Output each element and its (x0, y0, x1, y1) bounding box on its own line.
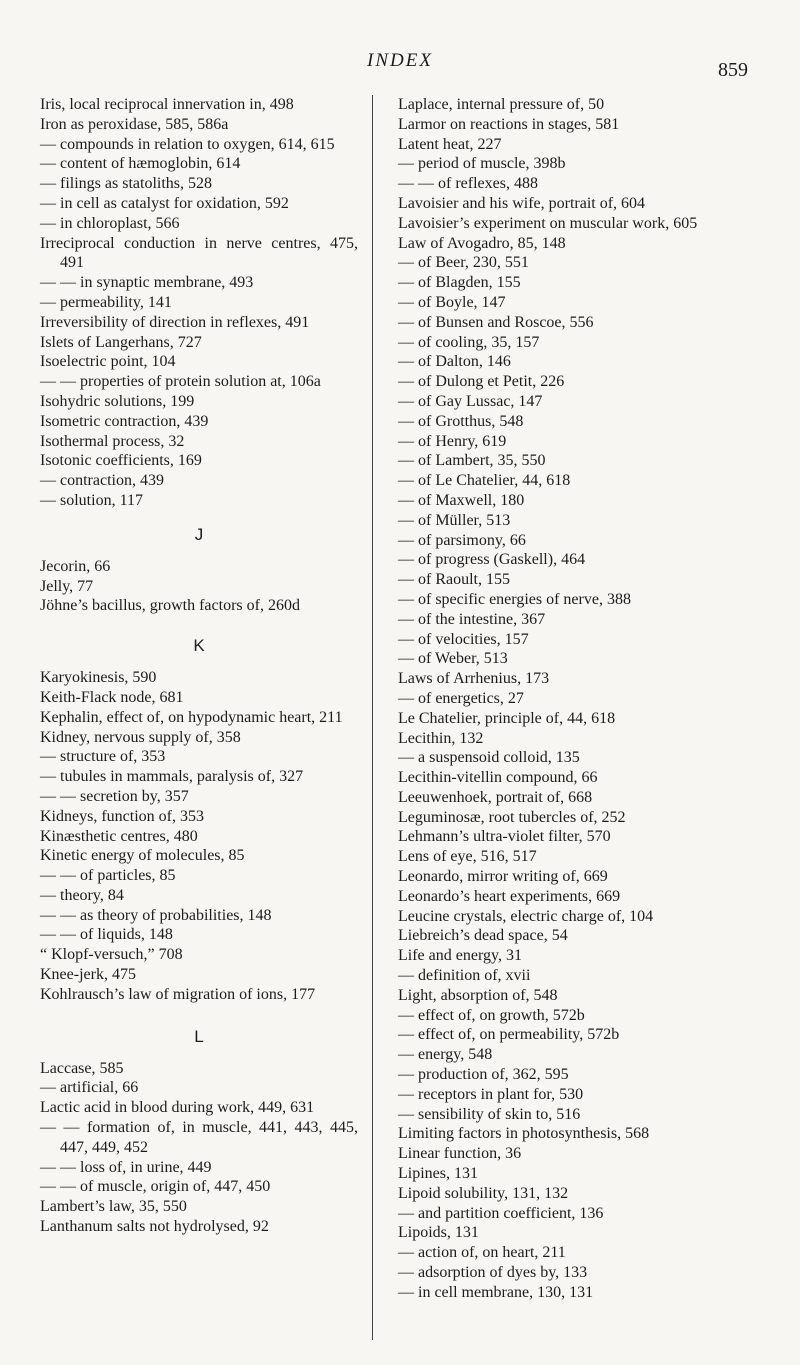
index-entry: — action of, on heart, 211 (398, 1244, 566, 1262)
index-entry: Irreciprocal conduction in nerve centres, 475, 491 (40, 234, 358, 272)
index-entry: — of specific energies of nerve, 388 (398, 590, 631, 608)
index-entry: — solution, 117 (40, 491, 143, 509)
index-entry: — of Grotthus, 548 (398, 412, 524, 430)
index-entry: Kinæsthetic centres, 480 (40, 827, 198, 845)
index-entry: Lipines, 131 (398, 1165, 478, 1183)
index-entry: — of Dalton, 146 (398, 353, 511, 371)
index-entry: Kohlrausch’s law of migration of ions, 177 (40, 985, 316, 1003)
index-entry: Kidney, nervous supply of, 358 (40, 728, 241, 746)
index-entry: — — secretion by, 357 (40, 787, 189, 805)
index-group-k (40, 668, 358, 1005)
index-entry: Law of Avogadro, 85, 148 (398, 234, 566, 252)
index-entry: — of Gay Lussac, 147 (398, 392, 543, 410)
index-entry: — — in synaptic membrane, 493 (40, 274, 254, 292)
index-entry: — contraction, 439 (40, 472, 164, 490)
index-entry: — of energetics, 27 (398, 689, 524, 707)
index-entry: — — loss of, in urine, 449 (40, 1158, 212, 1176)
index-entry: Larmor on reactions in stages, 581 (398, 115, 620, 133)
index-entry: Isohydric solutions, 199 (40, 392, 195, 410)
index-entry: Kephalin, effect of, on hypodynamic heart, 211 (40, 708, 343, 726)
index-entry: Isoelectric point, 104 (40, 353, 176, 371)
index-entry: — of velocities, 157 (398, 630, 529, 648)
index-entry: — a suspensoid colloid, 135 (398, 749, 580, 767)
index-entry: — of Weber, 513 (398, 650, 508, 668)
index-entry: Karyokinesis, 590 (40, 669, 157, 687)
index-entry: — content of hæmoglobin, 614 (40, 155, 241, 173)
index-entry: Liebreich’s dead space, 54 (398, 927, 568, 945)
index-entry: Latent heat, 227 (398, 135, 502, 153)
index-entry: Lipoids, 131 (398, 1224, 479, 1242)
index-entry: — — properties of protein solution at, 106a (40, 373, 321, 391)
index-entry: — theory, 84 (40, 886, 124, 904)
index-entry: Lambert’s law, 35, 550 (40, 1198, 187, 1216)
index-entry: — in cell as catalyst for oxidation, 592 (40, 194, 289, 212)
index-entry: Life and energy, 31 (398, 947, 522, 965)
index-entry: — of Beer, 230, 551 (398, 254, 529, 272)
index-entry: — — formation of, in muscle, 441, 443, 445, 447, 449, 452 (40, 1119, 358, 1156)
index-entry: — of parsimony, 66 (398, 531, 526, 549)
index-entry: Linear function, 36 (398, 1145, 522, 1163)
index-entry: “ Klopf-versuch,” 708 (40, 946, 183, 964)
index-entry: — — of liquids, 148 (40, 926, 173, 944)
index-entry: Leonardo’s heart experiments, 669 (398, 887, 621, 905)
index-entry: Isotonic coefficients, 169 (40, 452, 202, 470)
index-entry: — of Le Chatelier, 44, 618 (398, 472, 571, 490)
index-entry: Laplace, internal pressure of, 50 (398, 96, 605, 113)
index-entry: — of Henry, 619 (398, 432, 507, 450)
index-entry: — of Bunsen and Roscoe, 556 (398, 313, 594, 331)
section-letter-j: J (194, 524, 204, 544)
index-entry: — — of muscle, origin of, 447, 450 (40, 1178, 271, 1196)
index-entry: Iris, local reciprocal innervation in, 498 (40, 96, 294, 113)
index-entry: Leucine crystals, electric charge of, 104 (398, 907, 654, 925)
index-entry: Limiting factors in photosynthesis, 568 (398, 1125, 650, 1143)
index-entry: — compounds in relation to oxygen, 614, 615 (40, 135, 335, 153)
index-entry: Lanthanum salts not hydrolysed, 92 (40, 1218, 269, 1236)
running-title: INDEX (367, 50, 433, 71)
index-entry: Kinetic energy of molecules, 85 (40, 847, 245, 865)
index-entry: — of cooling, 35, 157 (398, 333, 540, 351)
index-entry: Knee-jerk, 475 (40, 966, 136, 984)
index-entry: — production of, 362, 595 (398, 1066, 569, 1084)
index-entry: Lehmann’s ultra-violet filter, 570 (398, 828, 611, 846)
column-divider (372, 95, 373, 1340)
index-group-i (40, 95, 358, 511)
index-entry: Lactic acid in blood during work, 449, 631 (40, 1099, 315, 1117)
index-entry: Jecorin, 66 (40, 557, 111, 575)
index-entry: Keith-Flack node, 681 (40, 688, 184, 706)
index-entry: — filings as statoliths, 528 (40, 175, 212, 193)
left-column (40, 95, 358, 1237)
index-entry: Isothermal process, 32 (40, 432, 185, 450)
index-entry: Lavoisier’s experiment on muscular work, 605 (398, 214, 698, 232)
index-entry: Islets of Langerhans, 727 (40, 333, 202, 351)
index-entry: — receptors in plant for, 530 (398, 1085, 584, 1103)
index-entry: — of Boyle, 147 (398, 293, 506, 311)
index-entry: — of Dulong et Petit, 226 (398, 373, 565, 391)
index-entry: Leguminosæ, root tubercles of, 252 (398, 808, 626, 826)
index-entry: Lens of eye, 516, 517 (398, 848, 537, 866)
index-entry: Lecithin-vitellin compound, 66 (398, 769, 598, 787)
index-entry: — of progress (Gaskell), 464 (398, 551, 586, 569)
index-entry: — sensibility of skin to, 516 (398, 1105, 581, 1123)
index-entry: Laws of Arrhenius, 173 (398, 670, 550, 688)
index-entry: — artificial, 66 (40, 1079, 139, 1097)
index-entry: Leonardo, mirror writing of, 669 (398, 868, 608, 886)
index-entry: — and partition coefficient, 136 (398, 1204, 604, 1222)
index-entry: — tubules in mammals, paralysis of, 327 (40, 768, 304, 786)
index-entry: — — of particles, 85 (40, 867, 176, 885)
index-group-l-continued (398, 95, 734, 1303)
index-entry: — of Lambert, 35, 550 (398, 452, 546, 470)
index-entry: Kidneys, function of, 353 (40, 807, 204, 825)
index-entry: — of Blagden, 155 (398, 274, 521, 292)
index-entry: Isometric contraction, 439 (40, 412, 209, 430)
section-letter-l: L (194, 1026, 204, 1046)
index-entry: — structure of, 353 (40, 748, 166, 766)
index-group-j (40, 557, 358, 616)
index-entry: Laccase, 585 (40, 1059, 124, 1077)
index-entry: — definition of, xvii (398, 967, 531, 985)
index-entry: Jelly, 77 (40, 577, 94, 595)
index-entry: Lavoisier and his wife, portrait of, 604 (398, 194, 646, 212)
index-entry: — effect of, on growth, 572b (398, 1006, 585, 1024)
section-letter-k: K (193, 636, 205, 656)
index-entry: — of the intestine, 367 (398, 610, 546, 628)
index-entry: — energy, 548 (398, 1046, 493, 1064)
index-entry: Iron as peroxidase, 585, 586a (40, 115, 229, 133)
index-entry: — of Raoult, 155 (398, 571, 510, 589)
index-entry: — adsorption of dyes by, 133 (398, 1264, 588, 1282)
index-entry: — permeability, 141 (40, 293, 172, 311)
index-entry: — — as theory of probabilities, 148 (40, 906, 272, 924)
index-group-l (40, 1059, 358, 1237)
index-entry: Leeuwenhoek, portrait of, 668 (398, 788, 593, 806)
index-entry: Light, absorption of, 548 (398, 986, 558, 1004)
page-header (0, 50, 800, 82)
right-column (398, 95, 734, 1303)
page-number: 859 (718, 59, 748, 81)
index-entry: — in cell membrane, 130, 131 (398, 1283, 594, 1301)
index-entry: — of Maxwell, 180 (398, 491, 525, 509)
index-entry: Irreversibility of direction in reflexes, 491 (40, 313, 310, 331)
index-entry: Lecithin, 132 (398, 729, 484, 747)
index-entry: — effect of, on permeability, 572b (398, 1026, 620, 1044)
index-entry: Lipoid solubility, 131, 132 (398, 1184, 569, 1202)
index-entry: — period of muscle, 398b (398, 155, 566, 173)
index-entry: Le Chatelier, principle of, 44, 618 (398, 709, 616, 727)
index-entry: — — of reflexes, 488 (398, 175, 538, 193)
index-entry: — of Müller, 513 (398, 511, 511, 529)
index-entry: Jöhne’s bacillus, growth factors of, 260d (40, 597, 300, 615)
index-entry: — in chloroplast, 566 (40, 214, 180, 232)
